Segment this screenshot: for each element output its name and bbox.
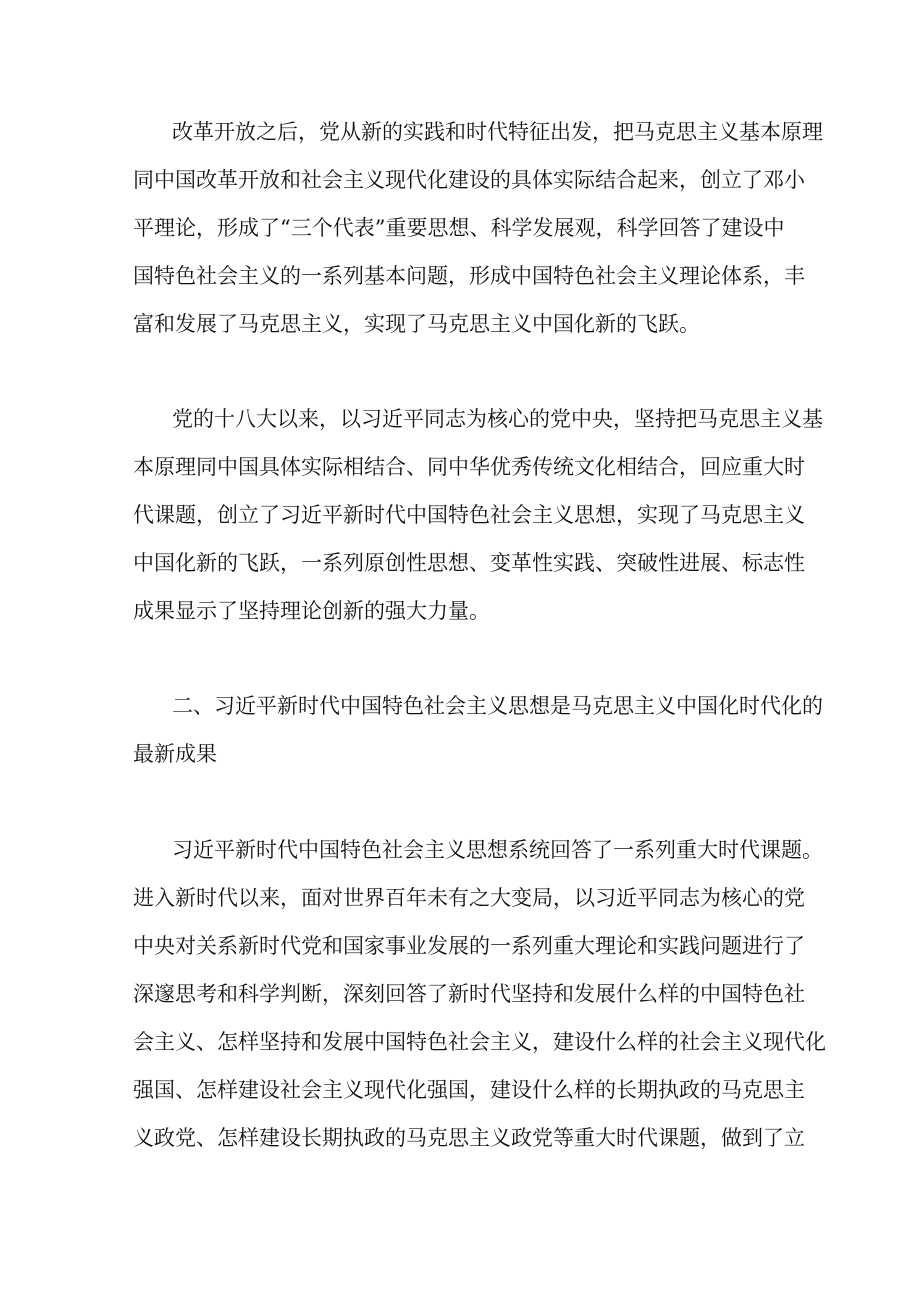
paragraph-line: 国特色社会主义的一系列基本问题，形成中国特色社会主义理论体系，丰 <box>133 264 805 288</box>
paragraph-line: 习近平新时代中国特色社会主义思想系统回答了一系列重大时代课题。 <box>172 838 823 862</box>
paragraph-line: 会主义、怎样坚持和发展中国特色社会主义，建设什么样的社会主义现代化 <box>133 1030 826 1054</box>
paragraph-line: 本原理同中国具体实际相结合、同中华优秀传统文化相结合，回应重大时 <box>133 455 805 479</box>
paragraph-line: 深邃思考和科学判断，深刻回答了新时代坚持和发展什么样的中国特色社 <box>133 982 805 1006</box>
paragraph-line: 成果显示了坚持理论创新的强大力量。 <box>133 599 490 623</box>
paragraph-line: 党的十八大以来，以习近平同志为核心的党中央，坚持把马克思主义基 <box>172 407 823 431</box>
section-heading-line: 二、习近平新时代中国特色社会主义思想是马克思主义中国化时代化的 <box>172 694 823 718</box>
paragraph-line: 代课题，创立了习近平新时代中国特色社会主义思想，实现了马克思主义 <box>133 503 805 527</box>
paragraph-line: 改革开放之后，党从新的实践和时代特征出发，把马克思主义基本原理 <box>172 120 823 144</box>
paragraph-line: 义政党、怎样建设长期执政的马克思主义政党等重大时代课题，做到了立 <box>133 1126 805 1150</box>
paragraph-line: 中央对关系新时代党和国家事业发展的一系列重大理论和实践问题进行了 <box>133 934 805 958</box>
paragraph-line: 进入新时代以来，面对世界百年未有之大变局，以习近平同志为核心的党 <box>133 886 805 910</box>
paragraph-line: 同中国改革开放和社会主义现代化建设的具体实际结合起来，创立了邓小 <box>133 168 805 192</box>
section-heading-line: 最新成果 <box>133 742 217 766</box>
paragraph-line: 中国化新的飞跃，一系列原创性思想、变革性实践、突破性进展、标志性 <box>133 551 805 575</box>
paragraph-line: 强国、怎样建设社会主义现代化强国，建设什么样的长期执政的马克思主 <box>133 1078 805 1102</box>
paragraph-line: 富和发展了马克思主义，实现了马克思主义中国化新的飞跃。 <box>133 312 700 336</box>
paragraph-line: 平理论，形成了“三个代表”重要思想、科学发展观，科学回答了建设中 <box>133 216 785 240</box>
